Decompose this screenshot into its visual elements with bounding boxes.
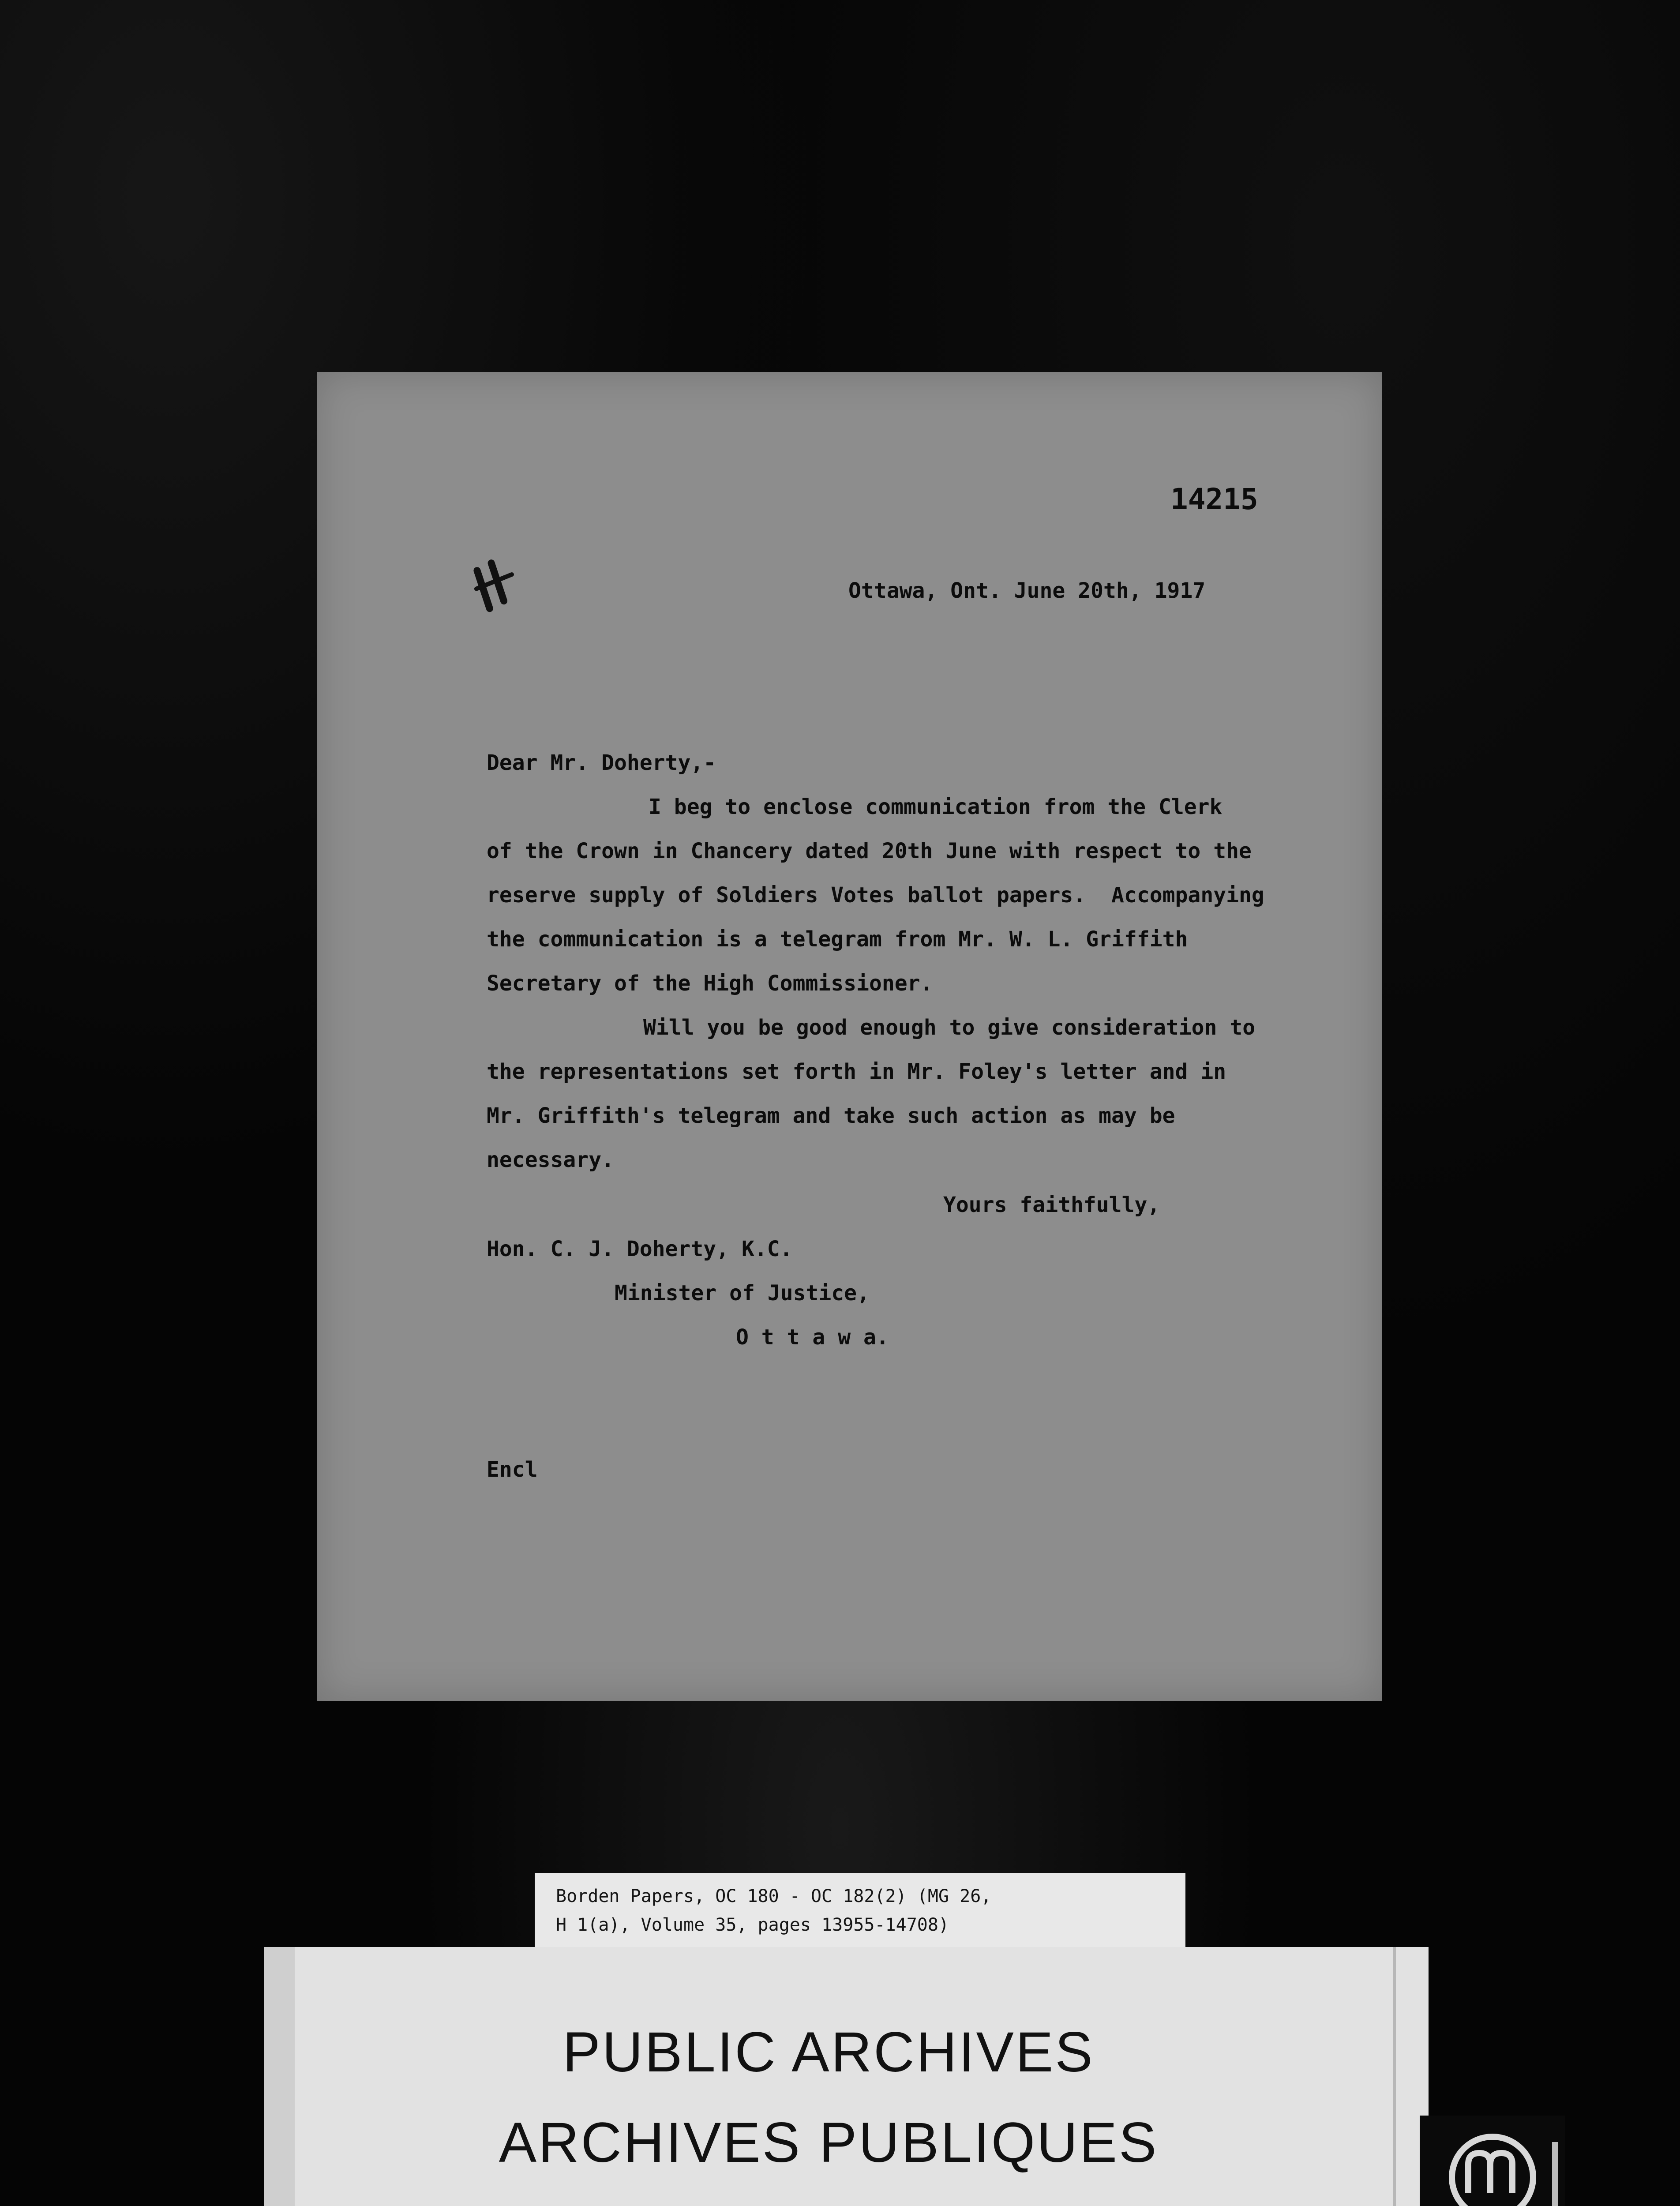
- archives-title-fr: ARCHIVES PUBLIQUES: [499, 2111, 1159, 2174]
- document-number: 14215: [1170, 482, 1258, 516]
- addressee-title: Minister of Justice,: [615, 1281, 870, 1306]
- closing: Yours faithfully,: [943, 1193, 1160, 1217]
- body-line: reserve supply of Soldiers Votes ballot papers. Accompanying: [487, 883, 1264, 908]
- salutation: Dear Mr. Doherty,-: [487, 750, 716, 775]
- body-line: Secretary of the High Commissioner.: [487, 971, 933, 996]
- source-line: Borden Papers, OC 180 - OC 182(2) (MG 26,: [556, 1886, 992, 1906]
- microfilm-logo-icon: [1420, 2116, 1565, 2206]
- body-line: Will you be good enough to give consideration to: [643, 1015, 1256, 1040]
- body-line: the communication is a telegram from Mr. W. L. Griffith: [487, 927, 1188, 952]
- addressee-city: O t t a w a.: [736, 1325, 889, 1350]
- body-line: the representations set forth in Mr. Foley's letter and in: [487, 1059, 1226, 1084]
- body-line: of the Crown in Chancery dated 20th June with respect to the: [487, 839, 1252, 863]
- enclosure-note: Encl: [487, 1457, 538, 1482]
- source-line: H 1(a), Volume 35, pages 13955-14708): [556, 1915, 949, 1935]
- body-line: Mr. Griffith's telegram and take such action as may be: [487, 1103, 1175, 1128]
- body-line: I beg to enclose communication from the Clerk: [649, 795, 1222, 819]
- card-edge: [1393, 1947, 1396, 2206]
- addressee-name: Hon. C. J. Doherty, K.C.: [487, 1237, 793, 1261]
- archives-card: [264, 1947, 1429, 2206]
- source-label: [535, 1873, 1185, 1957]
- dateline: Ottawa, Ont. June 20th, 1917: [848, 578, 1206, 603]
- archives-title-en: PUBLIC ARCHIVES: [562, 2021, 1095, 2084]
- body-line: necessary.: [487, 1148, 614, 1172]
